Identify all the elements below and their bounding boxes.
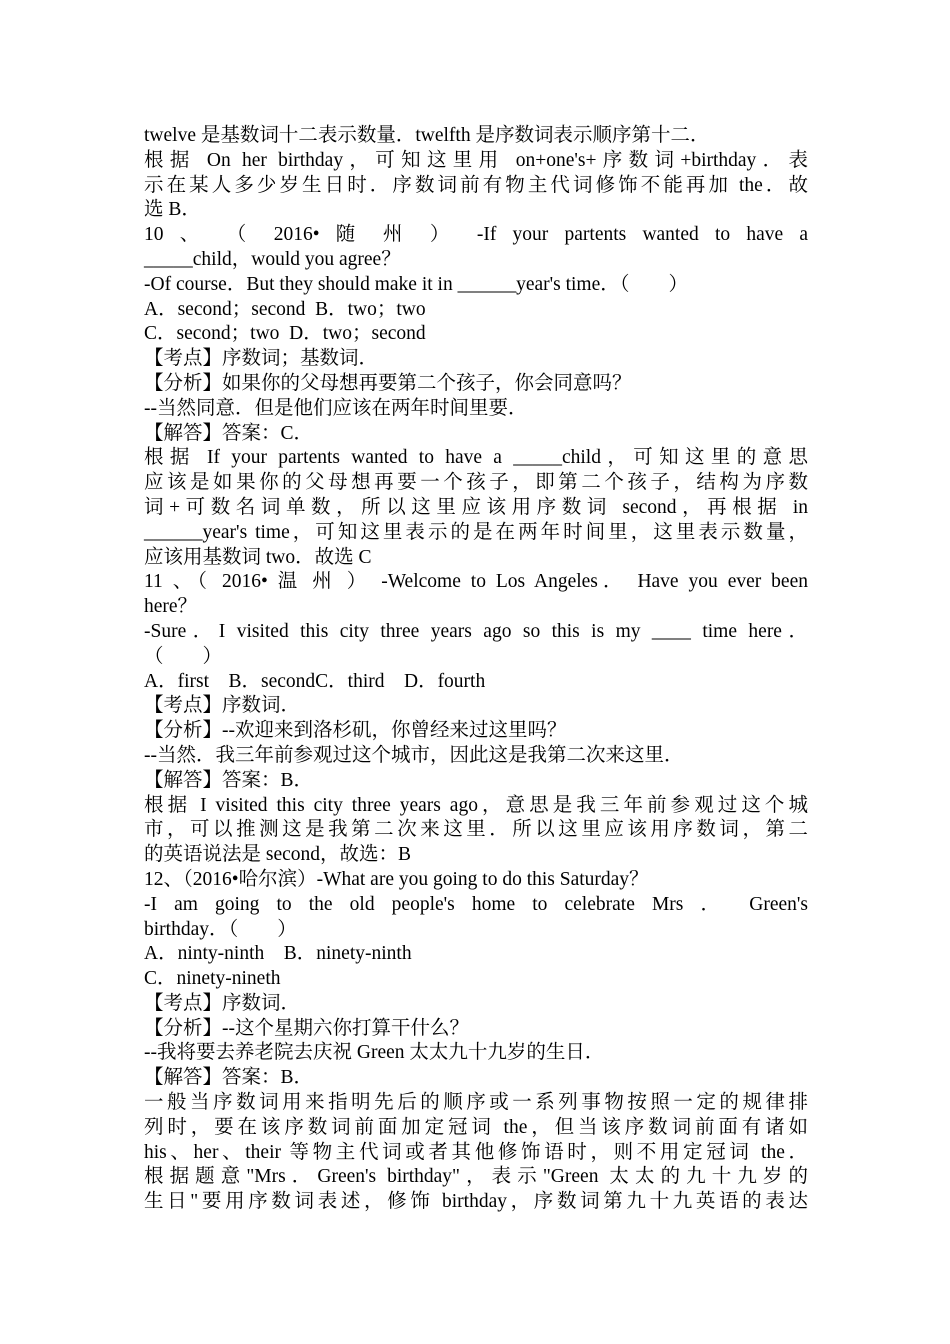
text-line: --当然．我三年前参观过这个城市，因此这是我第二次来这里． — [144, 744, 684, 766]
text-line: -Sure．I visited this city three years ago so this is my ____ time here． — [144, 620, 808, 642]
text-line: 根据 On her birthday，可知这里用 on+one's+序数词+birthday．表 — [144, 149, 808, 171]
text-line: --我将要去养老院去庆祝 Green 太太九十九岁的生日． — [144, 1042, 605, 1064]
text-line: his、her、their 等物主代词或者其他修饰语时，则不用定冠词 the． — [144, 1141, 808, 1163]
text-line: 一般当序数词用来指明先后的顺序或一系列事物按照一定的规律排 — [144, 1092, 808, 1114]
analysis: 【分析】如果你的父母想再要第二个孩子，你会同意吗？ — [144, 372, 632, 394]
document-body — [144, 124, 808, 1215]
text-line: 示在某人多少岁生日时．序数词前有物主代词修饰不能再加 the．故 — [144, 174, 808, 196]
text-line: 生日"要用序数词表述，修饰 birthday，序数词第九十九英语的表达 — [144, 1191, 808, 1213]
text-line: here？ — [144, 596, 198, 618]
text-line: 词+可数名词单数，所以这里应该用序数词 second，再根据 in — [144, 496, 808, 518]
text-line: --当然同意．但是他们应该在两年时间里要． — [144, 397, 528, 419]
text-line: 选 B． — [144, 199, 201, 221]
answer-options: A．ninty-ninth B．ninety-ninth — [144, 943, 412, 965]
question-10-header: 10 、 （ 2016• 随 州 ） -If your partents wanted to have a — [144, 224, 808, 246]
solution: 【解答】答案：B． — [144, 1067, 314, 1089]
text-line: 的英语说法是 second，故选：B — [144, 844, 412, 866]
answer-options: C．ninety-nineth — [144, 968, 281, 990]
answer-options: A．first B．secondC．third D．fourth — [144, 670, 486, 692]
text-line: -I am going to the old people's home to celebrate Mrs ． Green's — [144, 893, 808, 915]
text-line: 根据 If your partents wanted to have a _____child，可知这里的意思 — [144, 447, 808, 469]
text-line: 应该是如果你的父母想再要一个孩子，即第二个孩子，结构为序数 — [144, 472, 808, 494]
text-line: 根据 I visited this city three years ago，意思是我三年前参观过这个城 — [144, 794, 808, 816]
text-line: 应该用基数词 two．故选 C — [144, 546, 372, 568]
solution: 【解答】答案：C． — [144, 422, 314, 444]
answer-options: A．second；second B．two；two — [144, 298, 426, 320]
test-point: 【考点】序数词；基数词． — [144, 348, 379, 370]
text-line: _____child，would you agree？ — [144, 248, 401, 270]
analysis: 【分析】--欢迎来到洛杉矶，你曾经来过这里吗？ — [144, 720, 567, 742]
answer-options: C．second；two D．two；second — [144, 323, 426, 345]
text-line: birthday．（ ） — [144, 918, 297, 940]
text-line: 根据题意"Mrs．Green's birthday"，表示"Green 太太的九十九岁的 — [144, 1166, 808, 1188]
analysis: 【分析】--这个星期六你打算干什么？ — [144, 1017, 469, 1039]
text-line: -Of course．But they should make it in ______year's time．（ ） — [144, 273, 689, 295]
question-11-header: 11 、（ 2016• 温 州 ） -Welcome to Los Angeles． Have you ever been — [144, 571, 808, 593]
question-12-header: 12、（2016•哈尔滨）-What are you going to do this Saturday？ — [144, 868, 649, 890]
test-point: 【考点】序数词． — [144, 695, 301, 717]
solution: 【解答】答案：B． — [144, 769, 314, 791]
text-line: ______year's time，可知这里表示的是在两年时间里，这里表示数量， — [144, 521, 808, 543]
text-line: 市，可以推测这是我第二次来这里．所以这里应该用序数词，第二 — [144, 819, 808, 841]
text-line: （ ） — [144, 645, 223, 667]
text-line: 列时，要在该序数词前面加定冠词 the，但当该序数词前面有诸如 — [144, 1116, 808, 1138]
test-point: 【考点】序数词． — [144, 992, 301, 1014]
text-line: twelve 是基数词十二表示数量．twelfth 是序数词表示顺序第十二． — [144, 125, 710, 146]
